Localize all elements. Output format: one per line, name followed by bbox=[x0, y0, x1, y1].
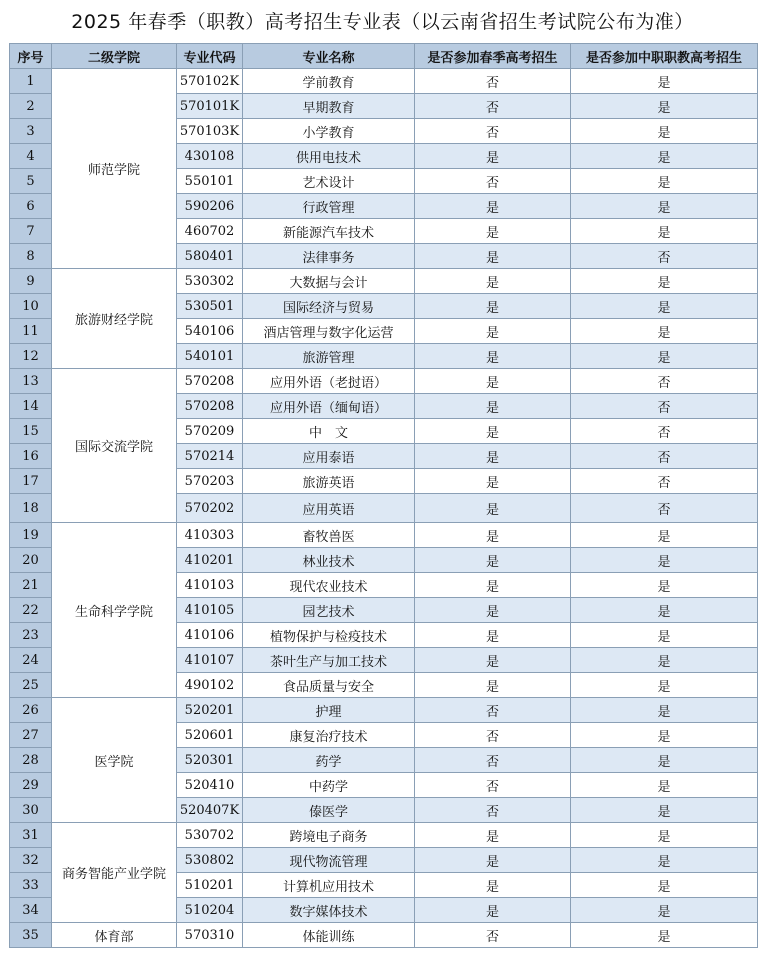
major-name: 计算机应用技术 bbox=[243, 873, 415, 898]
major-name: 大数据与会计 bbox=[243, 269, 415, 294]
vocational-enroll: 否 bbox=[571, 419, 758, 444]
vocational-enroll: 是 bbox=[571, 548, 758, 573]
major-code: 530302 bbox=[177, 269, 243, 294]
major-name: 畜牧兽医 bbox=[243, 523, 415, 548]
spring-enroll: 否 bbox=[415, 773, 571, 798]
major-code: 540106 bbox=[177, 319, 243, 344]
row-seq: 8 bbox=[10, 244, 52, 269]
major-name: 小学教育 bbox=[243, 119, 415, 144]
row-seq: 15 bbox=[10, 419, 52, 444]
vocational-enroll: 是 bbox=[571, 194, 758, 219]
major-code: 570103K bbox=[177, 119, 243, 144]
vocational-enroll: 是 bbox=[571, 623, 758, 648]
spring-enroll: 是 bbox=[415, 523, 571, 548]
vocational-enroll: 是 bbox=[571, 269, 758, 294]
major-name: 艺术设计 bbox=[243, 169, 415, 194]
college-cell: 商务智能产业学院 bbox=[52, 823, 177, 923]
spring-enroll: 是 bbox=[415, 469, 571, 494]
row-seq: 26 bbox=[10, 698, 52, 723]
spring-enroll: 是 bbox=[415, 598, 571, 623]
table-row bbox=[10, 69, 758, 94]
row-seq: 14 bbox=[10, 394, 52, 419]
row-seq: 35 bbox=[10, 923, 52, 948]
vocational-enroll: 否 bbox=[571, 394, 758, 419]
majors-table bbox=[9, 43, 758, 948]
spring-enroll: 否 bbox=[415, 798, 571, 823]
table-row bbox=[10, 698, 758, 723]
major-name: 护理 bbox=[243, 698, 415, 723]
major-code: 570102K bbox=[177, 69, 243, 94]
row-seq: 31 bbox=[10, 823, 52, 848]
row-seq: 1 bbox=[10, 69, 52, 94]
row-seq: 12 bbox=[10, 344, 52, 369]
major-code: 570203 bbox=[177, 469, 243, 494]
spring-enroll: 否 bbox=[415, 748, 571, 773]
spring-enroll: 是 bbox=[415, 623, 571, 648]
major-name: 植物保护与检疫技术 bbox=[243, 623, 415, 648]
vocational-enroll: 是 bbox=[571, 848, 758, 873]
vocational-enroll: 是 bbox=[571, 119, 758, 144]
table-row bbox=[10, 523, 758, 548]
spring-enroll: 是 bbox=[415, 244, 571, 269]
major-name: 旅游管理 bbox=[243, 344, 415, 369]
major-name: 法律事务 bbox=[243, 244, 415, 269]
row-seq: 29 bbox=[10, 773, 52, 798]
major-code: 410201 bbox=[177, 548, 243, 573]
vocational-enroll: 是 bbox=[571, 294, 758, 319]
vocational-enroll: 否 bbox=[571, 369, 758, 394]
table-row bbox=[10, 269, 758, 294]
major-code: 410107 bbox=[177, 648, 243, 673]
college-cell: 医学院 bbox=[52, 698, 177, 823]
row-seq: 18 bbox=[10, 494, 52, 523]
vocational-enroll: 是 bbox=[571, 698, 758, 723]
spring-enroll: 是 bbox=[415, 269, 571, 294]
row-seq: 20 bbox=[10, 548, 52, 573]
major-name: 新能源汽车技术 bbox=[243, 219, 415, 244]
row-seq: 27 bbox=[10, 723, 52, 748]
row-seq: 6 bbox=[10, 194, 52, 219]
vocational-enroll: 是 bbox=[571, 723, 758, 748]
college-cell: 国际交流学院 bbox=[52, 369, 177, 523]
vocational-enroll: 是 bbox=[571, 69, 758, 94]
spring-enroll: 是 bbox=[415, 319, 571, 344]
major-code: 430108 bbox=[177, 144, 243, 169]
spring-enroll: 否 bbox=[415, 119, 571, 144]
row-seq: 5 bbox=[10, 169, 52, 194]
spring-enroll: 否 bbox=[415, 69, 571, 94]
vocational-enroll: 否 bbox=[571, 469, 758, 494]
college-cell: 生命科学学院 bbox=[52, 523, 177, 698]
row-seq: 24 bbox=[10, 648, 52, 673]
header-college: 二级学院 bbox=[52, 44, 177, 69]
row-seq: 21 bbox=[10, 573, 52, 598]
row-seq: 33 bbox=[10, 873, 52, 898]
major-name: 数字媒体技术 bbox=[243, 898, 415, 923]
major-name: 跨境电子商务 bbox=[243, 823, 415, 848]
vocational-enroll: 是 bbox=[571, 823, 758, 848]
spring-enroll: 否 bbox=[415, 923, 571, 948]
table-header-row bbox=[10, 44, 758, 69]
row-seq: 4 bbox=[10, 144, 52, 169]
spring-enroll: 是 bbox=[415, 394, 571, 419]
vocational-enroll: 是 bbox=[571, 873, 758, 898]
major-name: 傣医学 bbox=[243, 798, 415, 823]
spring-enroll: 否 bbox=[415, 169, 571, 194]
row-seq: 3 bbox=[10, 119, 52, 144]
major-name: 中 文 bbox=[243, 419, 415, 444]
major-code: 570101K bbox=[177, 94, 243, 119]
major-name: 学前教育 bbox=[243, 69, 415, 94]
major-code: 530702 bbox=[177, 823, 243, 848]
spring-enroll: 是 bbox=[415, 294, 571, 319]
major-name: 园艺技术 bbox=[243, 598, 415, 623]
spring-enroll: 是 bbox=[415, 144, 571, 169]
vocational-enroll: 是 bbox=[571, 673, 758, 698]
row-seq: 9 bbox=[10, 269, 52, 294]
vocational-enroll: 是 bbox=[571, 598, 758, 623]
major-name: 食品质量与安全 bbox=[243, 673, 415, 698]
major-name: 早期教育 bbox=[243, 94, 415, 119]
major-name: 行政管理 bbox=[243, 194, 415, 219]
vocational-enroll: 是 bbox=[571, 648, 758, 673]
vocational-enroll: 是 bbox=[571, 798, 758, 823]
header-seq: 序号 bbox=[10, 44, 52, 69]
major-code: 460702 bbox=[177, 219, 243, 244]
major-name: 供用电技术 bbox=[243, 144, 415, 169]
major-name: 林业技术 bbox=[243, 548, 415, 573]
vocational-enroll: 是 bbox=[571, 773, 758, 798]
major-code: 570214 bbox=[177, 444, 243, 469]
spring-enroll: 是 bbox=[415, 648, 571, 673]
major-name: 中药学 bbox=[243, 773, 415, 798]
major-name: 康复治疗技术 bbox=[243, 723, 415, 748]
row-seq: 16 bbox=[10, 444, 52, 469]
major-name: 体能训练 bbox=[243, 923, 415, 948]
major-name: 应用泰语 bbox=[243, 444, 415, 469]
spring-enroll: 是 bbox=[415, 494, 571, 523]
major-code: 570310 bbox=[177, 923, 243, 948]
row-seq: 34 bbox=[10, 898, 52, 923]
table-row bbox=[10, 823, 758, 848]
spring-enroll: 是 bbox=[415, 194, 571, 219]
major-name: 酒店管理与数字化运营 bbox=[243, 319, 415, 344]
spring-enroll: 是 bbox=[415, 548, 571, 573]
header-code: 专业代码 bbox=[177, 44, 243, 69]
major-code: 410103 bbox=[177, 573, 243, 598]
major-name: 应用外语（缅甸语） bbox=[243, 394, 415, 419]
header-name: 专业名称 bbox=[243, 44, 415, 69]
major-code: 510204 bbox=[177, 898, 243, 923]
major-code: 590206 bbox=[177, 194, 243, 219]
spring-enroll: 否 bbox=[415, 723, 571, 748]
major-code: 520601 bbox=[177, 723, 243, 748]
vocational-enroll: 是 bbox=[571, 319, 758, 344]
spring-enroll: 是 bbox=[415, 673, 571, 698]
spring-enroll: 是 bbox=[415, 344, 571, 369]
row-seq: 19 bbox=[10, 523, 52, 548]
major-code: 580401 bbox=[177, 244, 243, 269]
major-code: 570208 bbox=[177, 369, 243, 394]
row-seq: 10 bbox=[10, 294, 52, 319]
row-seq: 17 bbox=[10, 469, 52, 494]
major-code: 550101 bbox=[177, 169, 243, 194]
vocational-enroll: 是 bbox=[571, 923, 758, 948]
row-seq: 30 bbox=[10, 798, 52, 823]
major-code: 510201 bbox=[177, 873, 243, 898]
row-seq: 32 bbox=[10, 848, 52, 873]
major-code: 520301 bbox=[177, 748, 243, 773]
spring-enroll: 是 bbox=[415, 369, 571, 394]
college-cell: 体育部 bbox=[52, 923, 177, 948]
major-name: 旅游英语 bbox=[243, 469, 415, 494]
major-name: 国际经济与贸易 bbox=[243, 294, 415, 319]
spring-enroll: 是 bbox=[415, 898, 571, 923]
vocational-enroll: 否 bbox=[571, 444, 758, 469]
vocational-enroll: 是 bbox=[571, 219, 758, 244]
spring-enroll: 是 bbox=[415, 219, 571, 244]
spring-enroll: 是 bbox=[415, 873, 571, 898]
page-title: 2025 年春季（职教）高考招生专业表（以云南省招生考试院公布为准） bbox=[71, 10, 694, 33]
major-code: 410303 bbox=[177, 523, 243, 548]
table-row bbox=[10, 369, 758, 394]
college-cell: 旅游财经学院 bbox=[52, 269, 177, 369]
spring-enroll: 是 bbox=[415, 848, 571, 873]
spring-enroll: 是 bbox=[415, 573, 571, 598]
major-code: 540101 bbox=[177, 344, 243, 369]
spring-enroll: 否 bbox=[415, 94, 571, 119]
major-name: 药学 bbox=[243, 748, 415, 773]
major-name: 茶叶生产与加工技术 bbox=[243, 648, 415, 673]
major-name: 现代物流管理 bbox=[243, 848, 415, 873]
vocational-enroll: 是 bbox=[571, 144, 758, 169]
major-code: 520407K bbox=[177, 798, 243, 823]
vocational-enroll: 是 bbox=[571, 573, 758, 598]
header-spring: 是否参加春季高考招生 bbox=[415, 44, 571, 69]
major-code: 530501 bbox=[177, 294, 243, 319]
major-code: 570208 bbox=[177, 394, 243, 419]
vocational-enroll: 是 bbox=[571, 94, 758, 119]
vocational-enroll: 是 bbox=[571, 169, 758, 194]
major-name: 应用外语（老挝语） bbox=[243, 369, 415, 394]
college-cell: 师范学院 bbox=[52, 69, 177, 269]
major-code: 410106 bbox=[177, 623, 243, 648]
spring-enroll: 是 bbox=[415, 444, 571, 469]
vocational-enroll: 是 bbox=[571, 898, 758, 923]
vocational-enroll: 否 bbox=[571, 244, 758, 269]
major-code: 520410 bbox=[177, 773, 243, 798]
vocational-enroll: 是 bbox=[571, 748, 758, 773]
table-row bbox=[10, 923, 758, 948]
row-seq: 28 bbox=[10, 748, 52, 773]
spring-enroll: 是 bbox=[415, 823, 571, 848]
major-code: 520201 bbox=[177, 698, 243, 723]
major-code: 570209 bbox=[177, 419, 243, 444]
vocational-enroll: 否 bbox=[571, 494, 758, 523]
row-seq: 7 bbox=[10, 219, 52, 244]
spring-enroll: 否 bbox=[415, 698, 571, 723]
row-seq: 2 bbox=[10, 94, 52, 119]
row-seq: 13 bbox=[10, 369, 52, 394]
spring-enroll: 是 bbox=[415, 419, 571, 444]
row-seq: 22 bbox=[10, 598, 52, 623]
vocational-enroll: 是 bbox=[571, 344, 758, 369]
row-seq: 23 bbox=[10, 623, 52, 648]
major-code: 410105 bbox=[177, 598, 243, 623]
major-name: 应用英语 bbox=[243, 494, 415, 523]
major-code: 490102 bbox=[177, 673, 243, 698]
row-seq: 11 bbox=[10, 319, 52, 344]
row-seq: 25 bbox=[10, 673, 52, 698]
header-vocational: 是否参加中职职教高考招生 bbox=[571, 44, 758, 69]
major-code: 530802 bbox=[177, 848, 243, 873]
major-code: 570202 bbox=[177, 494, 243, 523]
vocational-enroll: 是 bbox=[571, 523, 758, 548]
major-name: 现代农业技术 bbox=[243, 573, 415, 598]
